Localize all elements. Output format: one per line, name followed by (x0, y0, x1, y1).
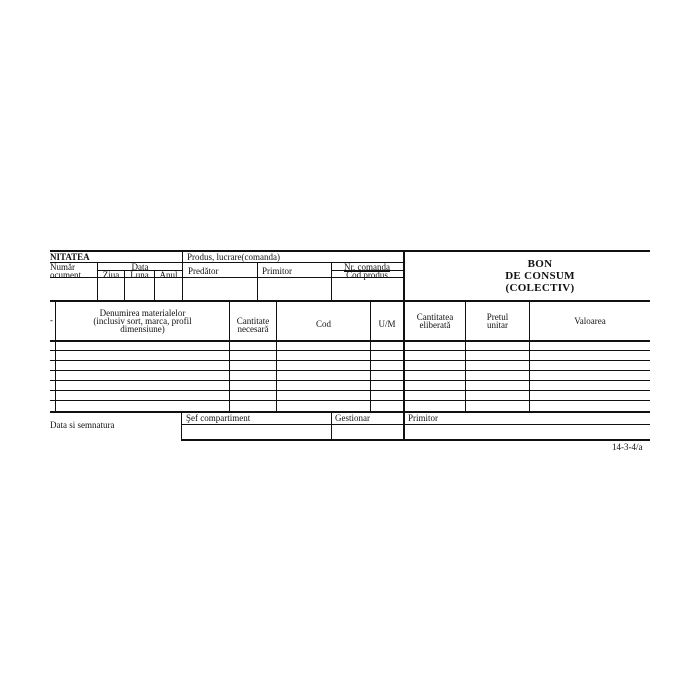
produs-label: Produs, lucrare(comanda) (187, 252, 280, 262)
gestionar-label: Gestionar (335, 413, 370, 423)
eliberata-label-1: Cantitatea (416, 312, 454, 322)
footer-v-primitor (403, 411, 405, 440)
header-v-anul (182, 250, 183, 300)
predator-label: Predător (188, 266, 219, 276)
footer-v-gestionar (331, 411, 332, 440)
header-top-border (50, 250, 650, 252)
cod-label: Cod (315, 319, 331, 329)
eliberata-label-2: eliberată (419, 320, 451, 330)
form-code: 14-3-4/a (612, 442, 643, 452)
table-row-line-1 (50, 350, 650, 351)
document-label: ocument (50, 270, 81, 280)
nr-crt-label: - (50, 315, 53, 325)
unitatea-label: NITATEA (50, 252, 90, 262)
table-header-bottom (50, 340, 650, 342)
pret-label-2: unitar (487, 320, 508, 330)
footer-mid-line (181, 424, 650, 425)
title-line-2: DE CONSUM (505, 270, 575, 282)
table-row-line-3 (50, 370, 650, 371)
numar-label: Număr (50, 262, 75, 272)
denumirea-label-1: Denumirea materialelor (99, 308, 186, 318)
um-label: U/M (378, 319, 396, 329)
table-v-cod (370, 300, 371, 411)
sef-compartiment-label: Şef compartiment (186, 413, 251, 423)
document-title (440, 258, 640, 294)
anul-label: Anul (159, 270, 178, 280)
title-line-3: (COLECTIV) (505, 282, 575, 294)
primitor-header-label: Primitor (262, 266, 293, 276)
table-top-border (50, 300, 650, 302)
data-semnatura-label: Data si semnatura (50, 420, 115, 430)
header-v-predator (257, 262, 258, 300)
nr-comanda-label: Nr. comanda (344, 262, 390, 272)
luna-label: Luna (130, 270, 149, 280)
cantitate-label-2: necesară (237, 324, 269, 334)
denumirea-label-3: dimensiune) (120, 324, 165, 334)
valoarea-label: Valoarea (574, 316, 606, 326)
table-row-line-5 (50, 390, 650, 391)
table-v-cantitate (276, 300, 277, 411)
table-row-line-4 (50, 380, 650, 381)
title-line-1: BON (527, 258, 553, 270)
cantitate-label-1: Cantitate (236, 316, 270, 326)
cod-produs-label: Cod produs (346, 270, 388, 280)
data-label: Data (131, 262, 149, 272)
table-row-line-6 (50, 400, 650, 401)
primitor-footer-label: Primitor (408, 413, 439, 423)
ziua-label: Ziua (102, 270, 120, 280)
denumirea-label-2: (inclusiv sort, marca, profil (93, 316, 192, 326)
footer-bottom-line (181, 439, 650, 441)
pret-label-1: Pretul (486, 312, 509, 322)
footer-v-sef (181, 411, 182, 440)
header-v-right (403, 250, 405, 300)
table-row-line-2 (50, 360, 650, 361)
